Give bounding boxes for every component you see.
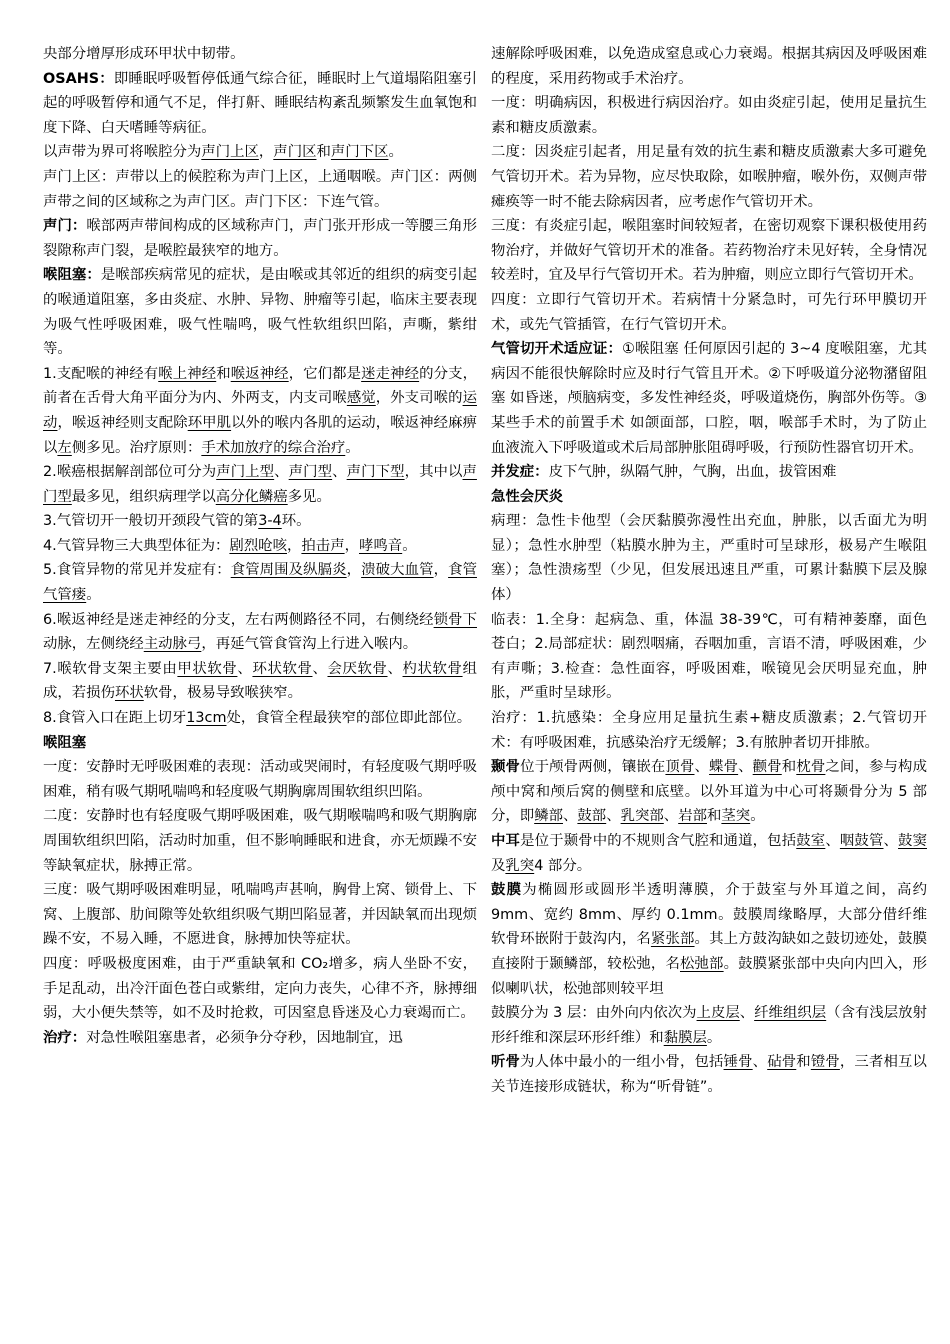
text-segment: 侧多见。治疗原则：	[71, 439, 202, 456]
text-segment: 是位于颞骨中的不规则含气腔和通道，包括	[520, 833, 797, 849]
underlined-keyword: 声门下区	[330, 144, 389, 161]
paragraph	[43, 140, 477, 165]
underlined-keyword: 枕骨	[796, 759, 826, 776]
text-segment: 。	[750, 808, 765, 825]
paragraph	[43, 608, 477, 657]
paragraph	[491, 509, 927, 607]
bold-term: 喉阻塞：	[43, 267, 101, 284]
text-segment: 、	[237, 660, 253, 677]
underlined-keyword: 环状	[114, 685, 144, 702]
text-segment: 。	[402, 537, 417, 554]
bold-term: 气管切开术适应证：	[491, 341, 623, 358]
paragraph	[491, 140, 927, 214]
text-segment: 临表：1.全身：起病急、重，体温 38-39℃，可有精神萎靡，面色苍白；2.局部症状：剧烈咽痛，吞咽加重，言语不清，呼吸困难，少有声嘶；3.检查：急性面容，呼吸困难，喉镜见会厌明显充血，肿胀，严重时呈球形。	[491, 611, 927, 702]
text-segment: （含有浅层放射形纤维和深层环形纤维）和	[491, 1005, 927, 1046]
text-segment: 、	[606, 808, 621, 825]
text-segment: 、	[387, 660, 403, 677]
underlined-keyword: 声门型	[43, 464, 477, 505]
underlined-keyword: 锁骨下	[433, 611, 477, 628]
underlined-keyword: 3-4	[258, 513, 282, 530]
underlined-keyword: 茎突	[721, 808, 751, 825]
text-segment: 3.气管切开一般切开颈段气管的第	[43, 513, 259, 530]
paragraph	[491, 337, 927, 460]
underlined-keyword: 环甲肌	[187, 414, 232, 431]
text-segment: 四度：立即行气管切开术。若病情十分紧急时，可先行环甲膜切开术，或先气管插管，在行气管切开术。	[491, 291, 927, 333]
text-segment: ，喉返神经则支配除	[57, 414, 188, 431]
text-segment: 和	[796, 1054, 811, 1071]
text-segment: 软骨，极易导致喉狭窄。	[143, 685, 303, 702]
underlined-keyword: 高分化鳞癌	[215, 488, 288, 505]
text-segment: 及	[491, 857, 506, 874]
text-segment: 动脉，左侧绕经	[43, 636, 144, 653]
text-segment: 5.食管异物的常见并发症有：	[43, 562, 231, 579]
text-segment: 。	[388, 144, 403, 161]
underlined-keyword: 纤维组织层	[754, 1005, 827, 1022]
text-segment: 、	[312, 660, 328, 677]
text-segment: 喉部两声带间构成的区域称声门，声门张开形成一等腰三角形裂隙称声门裂，是喉腔最狭窄的地方。	[43, 218, 477, 259]
text-segment: 。	[706, 1029, 722, 1046]
text-segment: 多见。	[287, 488, 331, 505]
text-segment: 1.支配喉的神经有	[43, 365, 159, 382]
text-segment: 和	[781, 759, 797, 776]
text-segment: 处，食管全程最狭窄的部位即此部位。	[226, 710, 472, 727]
text-segment: ，	[433, 562, 449, 579]
text-segment: 为椭圆形或圆形半透明薄膜，介于鼓室与外耳道之间，高约 9mm、宽约 8mm、厚约 0.1mm。鼓膜周缘略厚，大部分借纤维软骨环嵌附于鼓沟内，名	[491, 882, 927, 948]
text-segment: 以外的喉内各肌的运动，喉返神经麻痹以	[43, 414, 477, 456]
paragraph	[43, 755, 477, 804]
text-segment: 一度：明确病因，积极进行病因治疗。如由炎症引起，使用足量抗生素和糖皮质激素。	[491, 95, 927, 136]
text-segment: 。	[86, 587, 101, 604]
text-segment: 2.喉癌根据解剖部位可分为	[43, 464, 217, 481]
text-segment: 治疗：1.抗感染：全身应用足量抗生素+糖皮质激素；2.气管切开术：有呼吸困难，抗感染治疗无缓解；3.有脓肿者切开排脓。	[491, 710, 927, 751]
underlined-keyword: 紧张部	[650, 931, 695, 948]
text-segment: ，其中以	[404, 464, 463, 481]
paragraph	[491, 1001, 927, 1050]
bold-term: 喉阻塞	[43, 734, 87, 751]
bold-term: 中耳	[491, 833, 521, 849]
paragraph	[43, 263, 477, 361]
paragraph	[491, 706, 927, 755]
text-segment: 央部分增厚形成环甲状中韧带。	[43, 46, 245, 62]
paragraph	[491, 91, 927, 140]
text-segment: 、	[274, 464, 289, 481]
text-segment: 4 部分。	[534, 857, 592, 874]
left-column	[43, 42, 477, 1050]
paragraph	[43, 657, 477, 706]
paragraph	[491, 485, 927, 510]
text-segment: 声门上区：声带以上的候腔称为声门上区，上通咽喉。声门区：两侧声带之间的区域称之为声门区。声门下区：下连气管。	[43, 168, 477, 210]
underlined-keyword: 剧烈呛咳	[229, 537, 287, 554]
paragraph	[43, 952, 477, 1026]
underlined-keyword: 松弛部	[679, 955, 724, 972]
paragraph	[491, 829, 927, 878]
text-segment: 最多见，组织病理学以	[71, 488, 216, 505]
underlined-keyword: 乳突	[505, 857, 535, 874]
text-segment: 三度：有炎症引起，喉阻塞时间较短者，在密切观察下课积极使用药物治疗，并做好气管切开术的准备。若药物治疗未见好转，全身情况较差时，宜及早行气管切开术。若为肿瘤，则应立即行气管切开术。	[491, 218, 927, 284]
underlined-keyword: 上皮层	[696, 1005, 740, 1022]
text-segment: 。鼓膜紧张部中央向内凹入，形似喇叭状，松弛部则较平坦	[491, 955, 927, 997]
paragraph	[43, 214, 477, 263]
text-segment: 即睡眠呼吸暂停低通气综合征，睡眠时上气道塌陷阻塞引起的呼吸暂停和通气不足，伴打鼾、睡眠结构紊乱频繁发生血氧饱和度下降、白天嗜睡等病征。	[43, 70, 477, 136]
text-segment: 组成，若损伤	[43, 660, 477, 702]
text-segment: 、	[694, 759, 710, 776]
paragraph	[491, 214, 927, 288]
text-segment: 二度：安静时也有轻度吸气期呼吸困难，吸气期喉喘鸣和吸气期胸廓周围软组织凹陷，活动时加重，但不影响睡眠和进食，亦无烦躁不安等缺氧症状，脉搏正常。	[43, 808, 477, 874]
bold-term: 颞骨	[491, 759, 521, 776]
text-segment: 是喉部疾病常见的症状，是由喉或其邻近的组织的病变引起的喉通道阻塞，多由炎症、水肿、异物、肿瘤等引起，临床主要表现为吸气性呼吸困难，吸气性喘鸣，吸气性软组织凹陷，声嘶，紫绀等。	[43, 267, 477, 358]
bold-term: 治疗：	[43, 1029, 87, 1046]
underlined-keyword: 甲状软骨	[177, 660, 238, 677]
text-segment: 和	[216, 365, 231, 382]
text-segment: 病理：急性卡他型（会厌黏膜弥漫性出充血，肿胀，以舌面尤为明显）；急性水肿型（粘膜水肿为主，严重时可呈球形，极易产生喉阻塞）；急性溃疡型（少见，但发展迅速且严重，可累计黏膜下层及腺体）	[491, 513, 927, 604]
underlined-keyword: 迷走神经	[361, 365, 420, 382]
text-segment: 、	[738, 759, 753, 776]
text-segment: ，它们都是	[288, 365, 362, 382]
text-segment: ，	[346, 562, 362, 579]
text-segment: 和	[706, 808, 722, 825]
underlined-keyword: 蝶骨	[709, 759, 739, 776]
text-segment: 的分支，前者在舌骨大角平面分为内、外两支，内支司喉	[43, 365, 477, 407]
underlined-keyword: 鳞部	[534, 808, 563, 825]
text-segment: 、	[562, 808, 578, 825]
text-segment: 、	[752, 1054, 768, 1071]
paragraph	[43, 706, 477, 731]
underlined-keyword: 鼓部	[577, 808, 607, 825]
paragraph	[43, 1026, 477, 1051]
paragraph	[491, 42, 927, 91]
text-segment: 4.气管异物三大典型体征为：	[43, 537, 230, 554]
underlined-keyword: 主动脉弓	[143, 636, 202, 653]
paragraph	[43, 804, 477, 878]
underlined-keyword: 颧骨	[752, 759, 782, 776]
underlined-keyword: 顶骨	[665, 759, 695, 776]
underlined-keyword: 食管气管瘘	[43, 562, 477, 604]
text-segment: 环。	[281, 513, 311, 530]
text-segment: ，外支司喉的	[375, 390, 463, 407]
bold-term: 声门：	[43, 218, 87, 235]
underlined-keyword: 感觉	[346, 390, 376, 407]
underlined-keyword: 鼓室	[796, 833, 826, 849]
text-segment: 位于颅骨两侧，镶嵌在	[520, 759, 666, 776]
paragraph	[491, 608, 927, 706]
paragraph	[43, 42, 477, 67]
underlined-keyword: 声门型	[288, 464, 333, 481]
text-segment: 、	[332, 464, 347, 481]
text-segment: 之间，参与构成颅中窝和颅后窝的侧壁和底壁。以外耳道为中心可将颞骨分为 5 部分，即	[491, 759, 927, 825]
text-segment: 。其上方鼓沟缺如之鼓切迹处，鼓膜直接附于颞鳞部，较松弛，名	[491, 931, 927, 972]
underlined-keyword: 喉上神经	[158, 365, 217, 382]
paragraph	[43, 878, 477, 952]
text-segment: 。	[345, 439, 360, 456]
text-segment: 皮下气肿，纵隔气肿，气胸，出血，拔管困难	[548, 464, 837, 481]
text-segment: 鼓膜分为 3 层：由外向内依次为	[491, 1005, 697, 1022]
text-segment: 一度：安静时无呼吸困难的表现：活动或哭闹时，有轻度吸气期呼吸困难，稍有吸气期吼喘鸣和轻度吸气期胸廓周围软组织凹陷。	[43, 759, 477, 800]
text-segment: ，	[344, 537, 359, 554]
paragraph	[491, 288, 927, 337]
paragraph	[43, 67, 477, 141]
underlined-keyword: 声门下型	[346, 464, 405, 481]
bold-term: 鼓膜	[491, 882, 523, 899]
underlined-keyword: 砧骨	[767, 1054, 797, 1071]
text-segment: ，三者相互以关节连接形成链状，称为“听骨链”。	[491, 1054, 927, 1095]
text-segment: 和	[316, 144, 331, 161]
text-segment: 、	[825, 833, 840, 849]
underlined-keyword: 杓状软骨	[402, 660, 463, 677]
text-segment: 四度：呼吸极度困难，由于严重缺氧和 CO₂增多，病人坐卧不安，手足乱动，出冷汗面色苍白或紫绀，定向力丧失，心律不齐，脉搏细弱，大小便失禁等，如不及时抢救，可因窒息昏迷及心力衰竭而亡。	[43, 955, 477, 1022]
paragraph	[43, 460, 477, 509]
text-segment: 6.喉返神经是迷走神经的分支，左右两侧路径不同，右侧绕经	[43, 611, 434, 628]
underlined-keyword: 黏膜层	[663, 1029, 707, 1046]
underlined-keyword: 环状软骨	[252, 660, 313, 677]
paragraph	[43, 165, 477, 214]
underlined-keyword: 鼓窦	[898, 833, 927, 849]
paragraph	[491, 755, 927, 829]
bold-term: 并发症：	[491, 464, 549, 481]
underlined-keyword: 岩部	[678, 808, 707, 825]
text-segment: 、	[883, 833, 899, 849]
underlined-keyword: 声门上型	[216, 464, 275, 481]
underlined-keyword: 声门上区	[201, 144, 259, 161]
text-segment: 三度：吸气期呼吸困难明显，吼喘鸣声甚响，胸骨上窝、锁骨上、下窝、上腹部、肋间隙等处软组织吸气期凹陷显著，并因缺氧而出现烦躁不安，不易入睡，不愿进食，脉搏加快等症状。	[43, 882, 477, 948]
underlined-keyword: 咽鼓管	[839, 833, 884, 849]
paragraph	[43, 509, 477, 534]
paragraph	[43, 731, 477, 756]
text-segment: 7.喉软骨支架主要由	[43, 660, 178, 677]
text-segment: 以声带为界可将喉腔分为	[43, 144, 202, 161]
underlined-keyword: 喉返神经	[230, 365, 289, 382]
underlined-keyword: 溃破大血管	[361, 562, 434, 579]
paragraph	[43, 558, 477, 607]
text-segment: ①喉阻塞 任何原因引起的 3~4 度喉阻塞，尤其病因不能很快解除时应及时行气管且开术。②下呼吸道分泌物潴留阻塞 如昏迷，颅脑病变，多发性神经炎，呼吸道烧伤，胸部外伤等。③某些手术的前置手术 如颌面部，口腔，咽，喉部手术时，为了防止血液流入下呼吸道或术后局部肿胀阻碍呼吸，行预防性器官切开术。	[491, 341, 927, 456]
text-segment: 、	[739, 1005, 755, 1022]
bold-term: OSAHS：	[43, 70, 114, 87]
text-segment: 对急性喉阻塞患者，必须争分夺秒，因地制宜，迅	[86, 1029, 403, 1046]
underlined-keyword: 拍击声	[301, 537, 345, 554]
underlined-keyword: 会厌软骨	[327, 660, 388, 677]
underlined-keyword: 13cm	[186, 710, 227, 727]
underlined-keyword: 手术加放疗的综合治疗	[201, 439, 346, 456]
bold-term: 急性会厌炎	[491, 488, 563, 505]
paragraph	[491, 460, 927, 485]
paragraph	[491, 1050, 927, 1099]
paragraph	[43, 534, 477, 559]
text-segment: ，	[258, 144, 274, 161]
underlined-keyword: 食管周围及纵膈炎	[230, 562, 347, 579]
bold-term: 听骨	[491, 1054, 521, 1071]
text-segment: 速解除呼吸困难，以免造成窒息或心力衰竭。根据其病因及呼吸困难的程度，采用药物或手术治疗。	[491, 46, 927, 87]
underlined-keyword: 运动	[43, 390, 477, 431]
paragraph	[491, 878, 927, 1001]
underlined-keyword: 声门区	[273, 144, 317, 161]
underlined-keyword: 锤骨	[723, 1054, 753, 1071]
right-column	[491, 42, 927, 1100]
text-segment: ，再延气管食管沟上行进入喉内。	[201, 636, 418, 653]
text-segment: ，	[287, 537, 302, 554]
text-segment: 二度：因炎症引起者，用足量有效的抗生素和糖皮质激素大多可避免气管切开术。若为异物，应尽快取除，如喉肿瘤，喉外伤，双侧声带瘫痪等一时不能去除病因者，应考虑作气管切开术。	[491, 144, 927, 210]
underlined-keyword: 镫骨	[810, 1054, 840, 1071]
underlined-keyword: 哮鸣音	[359, 537, 403, 554]
paragraph	[43, 362, 477, 460]
underlined-keyword: 左	[57, 439, 72, 456]
text-segment: 8.食管入口在距上切牙	[43, 710, 187, 727]
text-segment: 、	[663, 808, 679, 825]
text-segment: 为人体中最小的一组小骨，包括	[520, 1054, 724, 1071]
underlined-keyword: 乳突部	[620, 808, 664, 825]
